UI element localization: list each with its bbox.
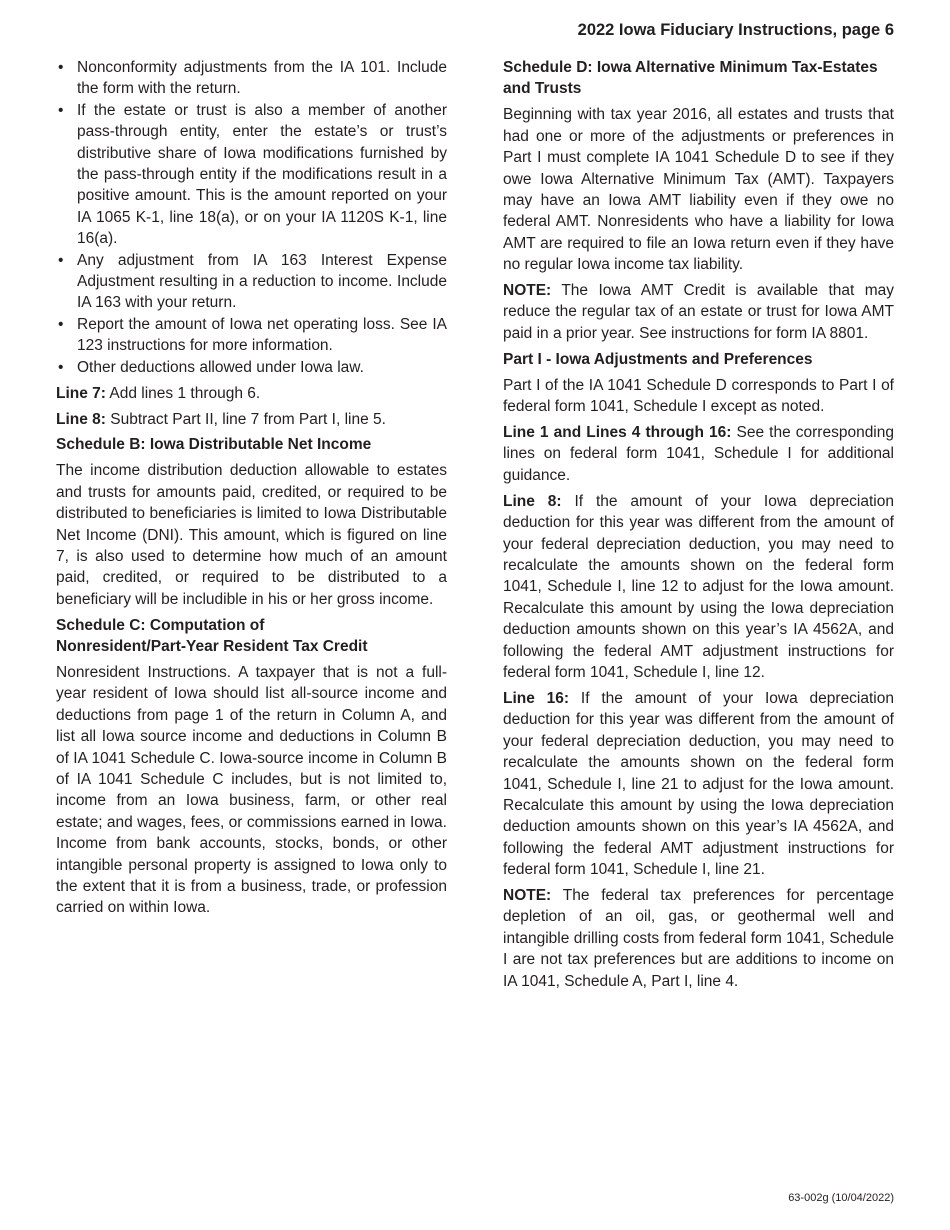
bullet-item [56,100,447,250]
line-8-label: Line 8: [56,410,106,428]
tax-preferences-note [503,885,894,992]
line-7-text: Add lines 1 through 6. [105,384,261,402]
lines-1-4-16-label: Line 1 and Lines 4 through 16: [503,424,732,441]
bullet-item [56,357,447,378]
bullet-icon: • [58,358,64,376]
bullet-item [56,314,447,357]
schedule-d-line-8-label: Line 8: [503,492,562,510]
bullet-item [56,250,447,314]
line-8-text: Subtract Part II, line 7 from Part I, line 5. [105,410,386,428]
schedule-d-heading: Schedule D: Iowa Alternative Minimum Tax-Estates and Trusts [503,59,878,98]
part-1-body: Part I of the IA 1041 Schedule D corresponds to Part I of federal form 1041, Schedule I except as noted. [503,376,894,416]
schedule-c-body: Nonresident Instructions. A taxpayer that is not a full-year resident of Iowa should list all-source income and deductions from page 1 of the return in Column A, and list all Iowa source income and deductions in Column B of IA 1041 Schedule C. Iowa-source income in Column B of IA 1041 Schedule C includes, but is not limited to, income from an Iowa business, farm, or other real estate; and wages, fees, or commissions earned in Iowa. Income from bank accounts, stocks, bonds, or other intangible personal property is assigned to Iowa only to the extent that it is from a business, trade, or profession carried on within Iowa. [56,663,447,917]
schedule-c-heading-line1: Schedule C: Computation of [56,616,265,634]
left-column [56,57,447,923]
schedule-d-line-16-label: Line 16: [503,689,570,707]
part-1-heading: Part I - Iowa Adjustments and Preferences [503,350,813,368]
line-7-paragraph [56,383,447,404]
bullet-icon: • [58,251,64,269]
bullet-item [56,57,447,100]
note-text: The federal tax preferences for percentage depletion of an oil, gas, or geothermal well and intangible drilling costs from federal form 1041, Schedule I are not tax preferences but are additions to income on IA 1041, Schedule A, Part I, line 4. [503,887,894,990]
amt-credit-note [503,280,894,344]
note-label: NOTE: [503,282,552,300]
right-column [503,57,894,997]
line-8-paragraph [56,409,447,430]
deductions-bullet-list [56,57,447,378]
schedule-b-body: The income distribution deduction allowable to estates and trusts for amounts paid, credited, or required to be distributed to beneficiaries is limited to Iowa Distributable Net Income (DNI). This amount, which is figured on line 7, is also used to determine how much of an amount paid, credited, or required to be distributed to a beneficiary will be includible in his or her gross income. [56,462,447,608]
lines-1-4-16-paragraph [503,422,894,486]
bullet-text: Nonconformity adjustments from the IA 101. Include the form with the return. [77,59,447,98]
schedule-d-body: Beginning with tax year 2016, all estates and trusts that had one or more of the adjustments or preferences in Part I must complete IA 1041 Schedule D to see if they owe Iowa Alternative Minimum Tax (AMT). Taxpayers may have an Iowa AMT liability even if they owe no federal AMT. Nonresidents who have a liability for Iowa AMT are required to file an Iowa return even if they have no regular Iowa income tax liability. [503,106,894,274]
schedule-b-heading: Schedule B: Iowa Distributable Net Income [56,436,372,454]
page-header-title: 2022 Iowa Fiduciary Instructions, page 6 [577,21,894,39]
bullet-icon: • [58,101,64,119]
bullet-text: Report the amount of Iowa net operating loss. See IA 123 instructions for more information. [77,315,447,355]
bullet-text: If the estate or trust is also a member of another pass-through entity, enter the estate’s or trust’s distributive share of Iowa modifications furnished by the pass-through entity if the modifications result in a positive amount. This is the amount reported on your IA 1065 K-1, line 18(a), or on your IA 1120S K-1, line 16(a). [77,101,447,248]
bullet-icon: • [58,59,64,76]
note-label: NOTE: [503,887,552,905]
schedule-c-heading [56,615,447,658]
line-7-label: Line 7: [56,384,106,402]
note-text: The Iowa AMT Credit is available that may reduce the regular tax of an estate or trust for Iowa AMT paid in a prior year. See instructions for form IA 8801. [503,282,894,342]
schedule-d-line-8-text: If the amount of your Iowa depreciation deduction for this year was different from the amount of your federal depreciation deduction, you may need to recalculate the amounts shown on the federal form 1041, Schedule I, line 12 to adjust for the Iowa amount. Recalculate this amount by using the Iowa depreciation deduction amounts shown on this year’s IA 4562A, and following the federal AMT adjustment instructions for federal form 1041, Schedule I, line 12. [503,492,894,681]
bullet-text: Other deductions allowed under Iowa law. [77,358,364,376]
schedule-d-line-8-paragraph [503,491,894,684]
schedule-d-line-16-paragraph [503,688,894,881]
bullet-text: Any adjustment from IA 163 Interest Expense Adjustment resulting in a reduction to income. Include IA 163 with your return. [77,251,447,312]
form-code-footer: 63-002g (10/04/2022) [788,1192,894,1204]
schedule-c-heading-line2: Nonresident/Part-Year Resident Tax Credit [56,638,368,656]
lines-1-4-16-text: See the corresponding lines on federal form 1041, Schedule I for additional guidance. [503,424,894,484]
bullet-icon: • [58,315,64,333]
schedule-d-line-16-text: If the amount of your Iowa depreciation deduction for this year was different from the amount of your federal depreciation deduction, you may need to recalculate the amounts shown on the federal form 1041, Schedule I, line 21 to adjust for the Iowa amount. Recalculate this amount by using the Iowa depreciation deduction amounts shown on this year’s IA 4562A, and following the federal AMT adjustment instructions for federal form 1041, Schedule I, line 21. [503,689,894,879]
